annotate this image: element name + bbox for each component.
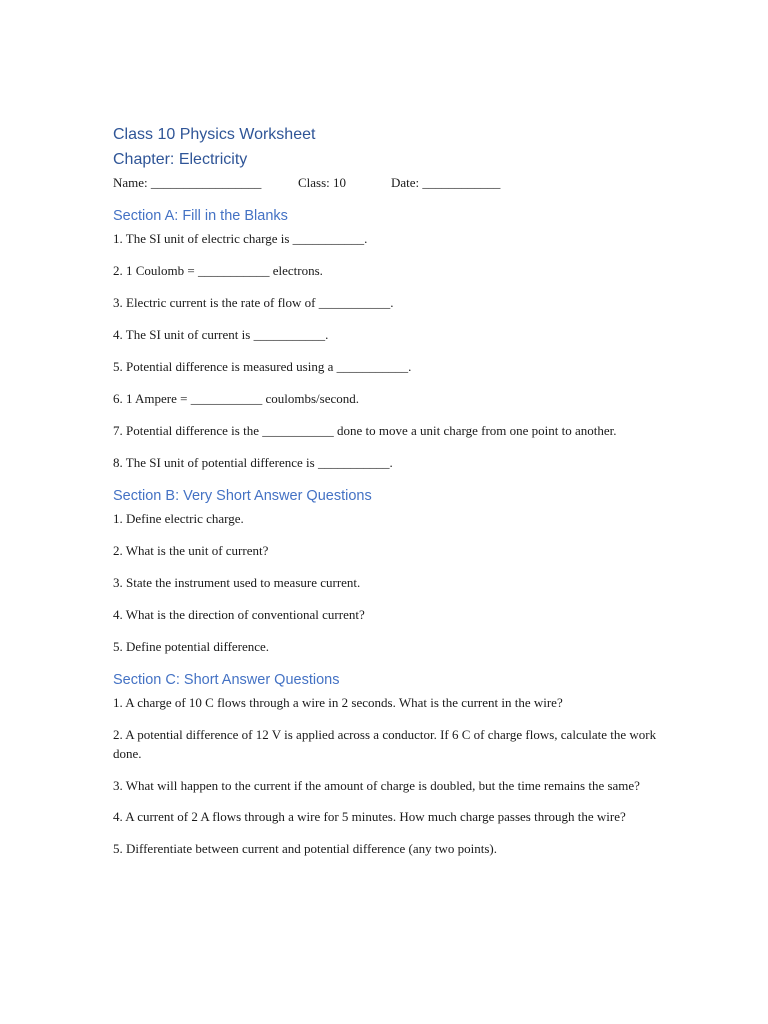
class-field: Class: 10 [298,175,347,190]
question-item: 5. Potential difference is measured using a ___________. [113,359,412,374]
question-item: 4. A current of 2 A flows through a wire for 5 minutes. How much charge passes through the wire? [113,809,626,824]
question-item: 2. A potential difference of 12 V is applied across a conductor. If 6 C of charge flows, calculate the work done. [113,726,660,761]
chapter-title: Chapter: Electricity [113,151,248,168]
section-c [113,671,673,859]
section-a-heading: Section A: Fill in the Blanks [113,208,288,224]
question-item: 1. A charge of 10 C flows through a wire in 2 seconds. What is the current in the wire? [113,694,563,710]
question-item: 3. State the instrument used to measure current. [113,575,361,590]
name-field: Name: _________________ [113,175,262,190]
question-item: 4. The SI unit of current is ___________. [113,327,329,342]
question-item: 5. Differentiate between current and potential difference (any two points). [113,840,497,856]
question-item: 1. The SI unit of electric charge is ___________. [113,231,368,246]
question-item: 8. The SI unit of potential difference is ___________. [113,454,393,470]
section-b-heading: Section B: Very Short Answer Questions [113,488,372,504]
section-a [113,207,673,472]
question-item: 2. 1 Coulomb = ___________ electrons. [113,263,323,278]
section-c-heading: Section C: Short Answer Questions [113,671,340,688]
section-b [113,487,673,657]
question-item: 4. What is the direction of conventional current? [113,607,365,622]
student-info-row [113,174,673,192]
worksheet-title: Class 10 Physics Worksheet [113,126,316,143]
question-item: 5. Define potential difference. [113,639,270,654]
question-item: 3. What will happen to the current if the amount of charge is doubled, but the time remains the same? [113,777,640,793]
question-item: 2. What is the unit of current? [113,543,269,558]
worksheet-content [113,124,673,858]
question-item: 1. Define electric charge. [113,511,244,526]
question-item: 7. Potential difference is the ___________ done to move a unit charge from one point to another. [113,423,617,438]
question-item: 3. Electric current is the rate of flow of ___________. [113,295,394,310]
date-field: Date: ____________ [391,175,501,190]
question-item: 6. 1 Ampere = ___________ coulombs/second. [113,391,359,406]
